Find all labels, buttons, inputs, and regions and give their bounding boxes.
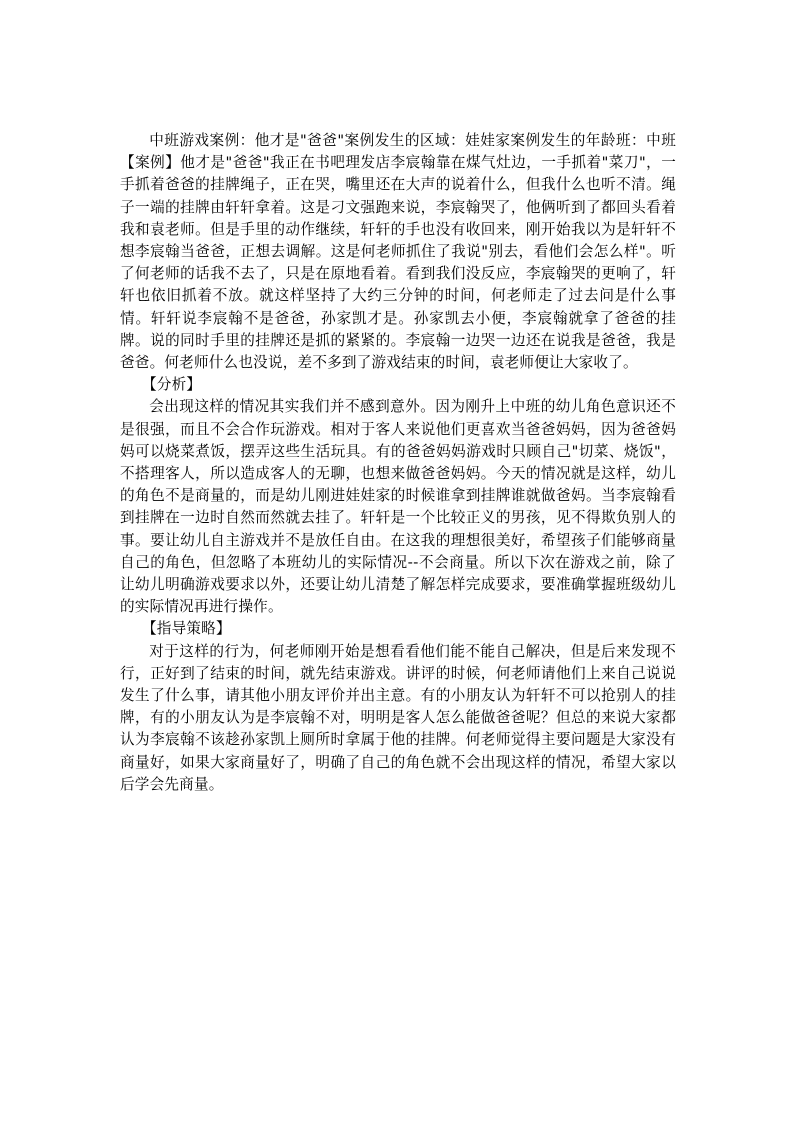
analysis-paragraph: 会出现这样的情况其实我们并不感到意外。因为刚升上中班的幼儿角色意识还不是很强，而且不会合作玩游戏。相对于客人来说他们更喜欢当爸爸妈妈，因为爸爸妈妈可以烧菜煮饭，摆弄这些生活玩具。有的爸爸妈妈游戏时只顾自己"切菜、烧饭"，不搭理客人，所以造成客人的无聊，也想来做爸爸妈妈。今天的情况就是这样，幼儿的角色不是商量的，而是幼儿刚进娃娃家的时候谁拿到挂牌谁就做爸妈。当李宸翰看到挂牌在一边时自然而然就去挂了。轩轩是一个比较正义的男孩，见不得欺负别人的事。要让幼儿自主游戏并不是放任自由。在这我的理想很美好，希望孩子们能够商量自己的角色，但忽略了本班幼儿的实际情况--不会商量。所以下次在游戏之前，除了让幼儿明确游戏要求以外，还要让幼儿清楚了解怎样完成要求，要准确掌握班级幼儿的实际情况再进行操作。 — [120, 398, 676, 616]
strategy-paragraph: 对于这样的行为，何老师刚开始是想看看他们能不能自己解决，但是后来发现不行，正好到了结束的时间，就先结束游戏。讲评的时候，何老师请他们上来自己说说发生了什么事，请其他小朋友评价并出主意。有的小朋友认为轩轩不可以抢别人的挂牌，有的小朋友认为是李宸翰不对，明明是客人怎么能做爸爸呢？但总的来说大家都认为李宸翰不该趁孙家凯上厕所时拿属于他的挂牌。何老师觉得主要问题是大家没有商量好，如果大家商量好了，明确了自己的角色就不会出现这样的情况，希望大家以后学会先商量。 — [120, 642, 676, 793]
strategy-heading: 【指导策略】 — [142, 620, 231, 638]
case-paragraph: 中班游戏案例：他才是"爸爸"案例发生的区域：娃娃家案例发生的年龄班：中班【案例】他才是"爸爸"我正在书吧理发店李宸翰靠在煤气灶边，一手抓着"菜刀"，一手抓着爸爸的挂牌绳子，正在哭，嘴里还在大声的说着什么，但我什么也听不清。绳子一端的挂牌由轩轩拿着。这是刁文强跑来说，李宸翰哭了，他俩听到了都回头看着我和袁老师。但是手里的动作继续，轩轩的手也没有收回来，刚开始我以为是轩轩不想李宸翰当爸爸，正想去调解。这是何老师抓住了我说"别去，看他们会怎么样"。听了何老师的话我不去了，只是在原地看着。看到我们没反应，李宸翰哭的更响了，轩轩也依旧抓着不放。就这样坚持了大约三分钟的时间，何老师走了过去问是什么事情。轩轩说李宸翰不是爸爸，孙家凯才是。孙家凯去小便，李宸翰就拿了爸爸的挂牌。说的同时手里的挂牌还是抓的紧紧的。李宸翰一边哭一边还在说我是爸爸，我是爸爸。何老师什么也没说，差不多到了游戏结束的时间，袁老师便让大家收了。 — [120, 132, 676, 372]
analysis-heading: 【分析】 — [142, 376, 202, 394]
document-body — [120, 130, 676, 796]
